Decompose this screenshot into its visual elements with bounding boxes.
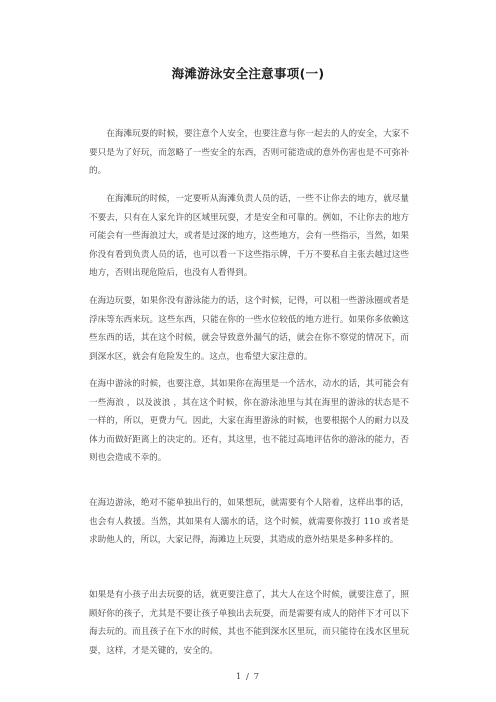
document-title: 海滩游泳安全注意事项(一) <box>171 66 325 81</box>
paragraph-companion: 在海边游泳，绝对不能单独出行的，如果想玩，就需要有个人陪着，这样出事的话，也会有人救援。当然，其如果有人溺水的话，这个时候，就需要你拨打 110 或者是求助他人的，所以，大家记得，海滩边上玩耍，其造成的意外结果是多种多样的。 <box>89 498 409 546</box>
paragraph-sea-swimming: 在海中游泳的时候，也要注意，其如果你在海里是一个活水，动水的话，其可能会有一些海浪 ，以及波浪 ，其在这个时候，你在游泳池里与其在海里的游泳的状态是不一样的，所以，更费力气。因此，大家在海里游泳的时候，也要根据个人的耐力以及体力而做好距离上的决定的。还有，其这里，也不能过高地评估你的游泳的能力，否则也会造成不幸的。 <box>89 379 409 464</box>
page-number: 1 / 7 <box>235 672 261 682</box>
paragraph-swim-ring: 在海边玩耍，如果你没有游泳能力的话，这个时候，记得，可以租一些游泳圈或者是浮床等东西来玩。这些东西，只能在你的一些水位较低的地方进行。如果你多依赖这些东西的话，其在这个时候，就会导致意外漏气的话，就会在你不察觉的情况下，而到深水区，就会有危险发生的。这点，也希望大家注意的。 <box>89 296 409 362</box>
paragraph-children: 如果是有小孩子出去玩耍的话，就更要注意了，其大人在这个时候，就要注意了，照顾好你的孩子，尤其是不要让孩子单独出去玩耍，而是需要有成人的陪伴下才可以下海去玩的。而且孩子在下水的时候，其也不能到深水区里玩，而只能待在浅水区里玩耍，这样，才是关键的，安全的。 <box>89 590 409 656</box>
paragraph-follow-staff: 在海滩玩的时候，一定要听从海滩负责人员的话，一些不让你去的地方，就尽量不要去，只有在人家允许的区域里玩耍，才是安全和可靠的。例如，不让你去的地方可能会有一些海浪过大，或者是过深的地方，这些地方，会有一些指示，当然，如果你没有看到负责人员的话，也可以看一下这些指示牌，千万不要私自主张去越过这些地方，否则出现危险后，也没有人看得到。 <box>89 194 409 279</box>
paragraph-intro: 在海滩玩耍的时候，要注意个人安全，也要注意与你一起去的人的安全，大家不要只是为了好玩，而忽略了一些安全的东西，否则可能造成的意外伤害也是不可弥补的。 <box>89 129 409 177</box>
